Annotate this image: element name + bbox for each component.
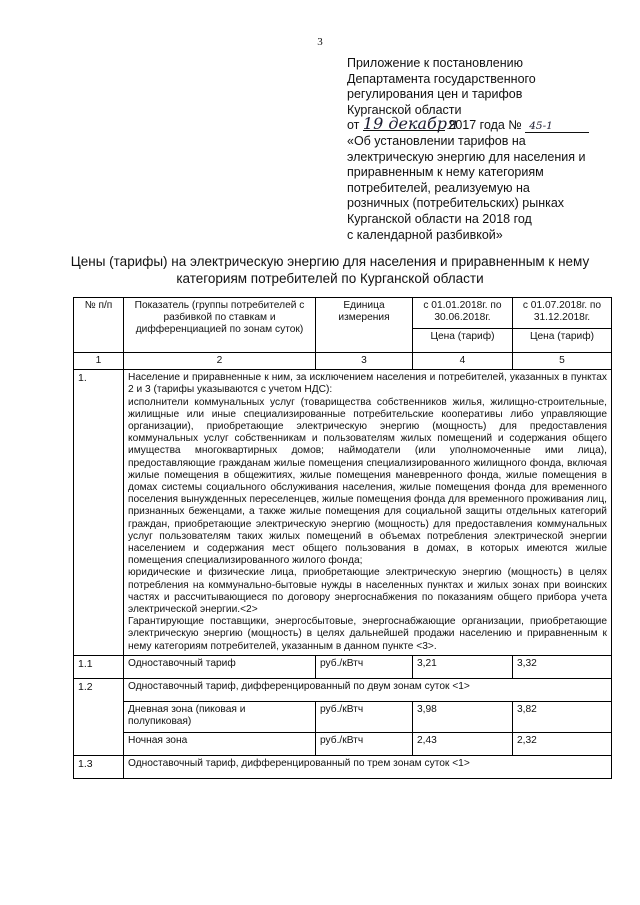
title-line-2: категориям потребителей по Курганской области bbox=[176, 271, 484, 286]
annex-line: регулирования цен и тарифов bbox=[347, 87, 523, 102]
annex-subject-line: розничных (потребительских) рынках bbox=[347, 196, 565, 211]
row-price-1: 3,21 bbox=[413, 655, 513, 678]
annex-date-line bbox=[347, 114, 617, 134]
row-1-2-day bbox=[74, 701, 612, 732]
row-price-2: 3,32 bbox=[513, 655, 612, 678]
row-number: 1. bbox=[74, 370, 124, 656]
section-1-para-3: Гарантирующие поставщики, энергосбытовые, энергоснабжающие организации, приобретающие электрическую энергию (мощность) в целях дальнейшей продажи населению и приравненным к нему категориям потребителей, указанным в данном пункте <3>. bbox=[128, 616, 607, 652]
row-name: Одноставочный тариф, дифференцированный по двум зонам суток <1> bbox=[124, 678, 612, 701]
tariff-table bbox=[73, 297, 612, 779]
annex-line: Приложение к постановлению bbox=[347, 56, 523, 70]
section-1-para-2: юридические и физические лица, приобретающие электрическую энергию (мощность) в целях потребления на коммунально-бытовые нужды в населенных пунктах и жилых зонах при воинских частях и рассчитывающиеся по договору энергоснабжения по показаниям общего прибора учета электрической энергии.<2> bbox=[128, 567, 607, 616]
annex-subject-line: приравненным к нему категориям bbox=[347, 165, 544, 180]
row-number: 1.2 bbox=[74, 678, 124, 755]
annex-subject-line: «Об установлении тарифов на bbox=[347, 133, 526, 148]
header-period-1: с 01.01.2018г. по 30.06.2018г. bbox=[413, 298, 513, 329]
column-number: 5 bbox=[513, 353, 612, 370]
row-number: 1.3 bbox=[74, 755, 124, 778]
handwritten-date: 19 декабря bbox=[362, 114, 458, 134]
column-number: 1 bbox=[74, 353, 124, 370]
annex-subject-line: потребителей, реализуемую на bbox=[347, 180, 530, 195]
row-price-2: 2,32 bbox=[513, 732, 612, 755]
handwritten-number: 45-1 bbox=[525, 120, 589, 133]
column-number: 3 bbox=[316, 353, 413, 370]
section-1-description bbox=[124, 370, 612, 656]
title-line-1: Цены (тарифы) на электрическую энергию для населения и приравненным к нему bbox=[70, 254, 590, 269]
section-1-para-1: исполнители коммунальных услуг (товарищества собственников жилья, жилищно-строительные, жилищные или иные специализированные потребительские кооперативы либо управляющие организации), приобретающие электрическую энергию (мощность) для предоставления коммунальных услуг собственникам и пользователям жилых помещений и содержания общего имущества многоквартирных домов; наймодатели (или уполномоченные ими лица), предоставляющие гражданам жилые помещения специализированного жилищного фонда, включая жилые помещения в общежитиях, жилые помещения маневренного фонда, жилые помещения в домах системы социального обслуживания населения, жилые помещения фонда для временного поселения вынужденных переселенцев, жилые помещения фонда для временного проживания лиц, признанных беженцами, а также жилые помещения для социальной защиты отдельных категорий граждан, приобретающие электрическую энергию (мощность) для предоставления коммунальных услуг пользователям таких жилых помещений в объемах потребления электрической энергии населением и содержания мест общего пользования в домах, в которых имеются жилые помещения специализированного жилого фонда; bbox=[128, 396, 607, 567]
row-1-1 bbox=[74, 655, 612, 678]
document-title bbox=[70, 253, 590, 287]
section-1-intro: Население и приравненные к ним, за исключением населения и потребителей, указанных в пунктах 2 и 3 (тарифы указываются с учетом НДС): bbox=[128, 372, 607, 396]
date-suffix: 2017 года № bbox=[448, 118, 522, 133]
header-indicator: Показатель (группы потребителей с разбивкой по ставкам и дифференциацией по зонам суток) bbox=[124, 298, 316, 353]
row-1-2-night bbox=[74, 732, 612, 755]
row-name: Дневная зона (пиковая и полупиковая) bbox=[124, 701, 316, 732]
row-unit: руб./кВтч bbox=[316, 732, 413, 755]
column-number: 4 bbox=[413, 353, 513, 370]
row-1-2 bbox=[74, 678, 612, 701]
header-num: № п/п bbox=[74, 298, 124, 353]
header-period-2: с 01.07.2018г. по 31.12.2018г. bbox=[513, 298, 612, 329]
section-1-row bbox=[74, 370, 612, 656]
annex-subject-line: с календарной разбивкой» bbox=[347, 227, 503, 242]
row-number: 1.1 bbox=[74, 655, 124, 678]
row-price-2: 3,82 bbox=[513, 701, 612, 732]
annex-subject-line: электрическую энергию для населения и bbox=[347, 149, 586, 164]
page-number: 3 bbox=[317, 36, 323, 48]
row-1-3 bbox=[74, 755, 612, 778]
header-price-1: Цена (тариф) bbox=[413, 329, 513, 353]
row-price-1: 3,98 bbox=[413, 701, 513, 732]
row-unit: руб./кВтч bbox=[316, 701, 413, 732]
annex-subject-line: Курганской области на 2018 год bbox=[347, 211, 532, 226]
header-row bbox=[74, 298, 612, 329]
annex-line: Департамента государственного bbox=[347, 71, 536, 86]
header-price-2: Цена (тариф) bbox=[513, 329, 612, 353]
annex-block bbox=[347, 56, 617, 243]
row-name: Одноставочный тариф bbox=[124, 655, 316, 678]
header-unit: Единица измерения bbox=[316, 298, 413, 353]
row-price-1: 2,43 bbox=[413, 732, 513, 755]
row-name: Ночная зона bbox=[124, 732, 316, 755]
column-numbers-row bbox=[74, 353, 612, 370]
annex-line: Курганской области bbox=[347, 102, 462, 117]
row-name: Одноставочный тариф, дифференцированный по трем зонам суток <1> bbox=[124, 755, 612, 778]
date-prefix: от bbox=[347, 118, 360, 133]
row-unit: руб./кВтч bbox=[316, 655, 413, 678]
column-number: 2 bbox=[124, 353, 316, 370]
